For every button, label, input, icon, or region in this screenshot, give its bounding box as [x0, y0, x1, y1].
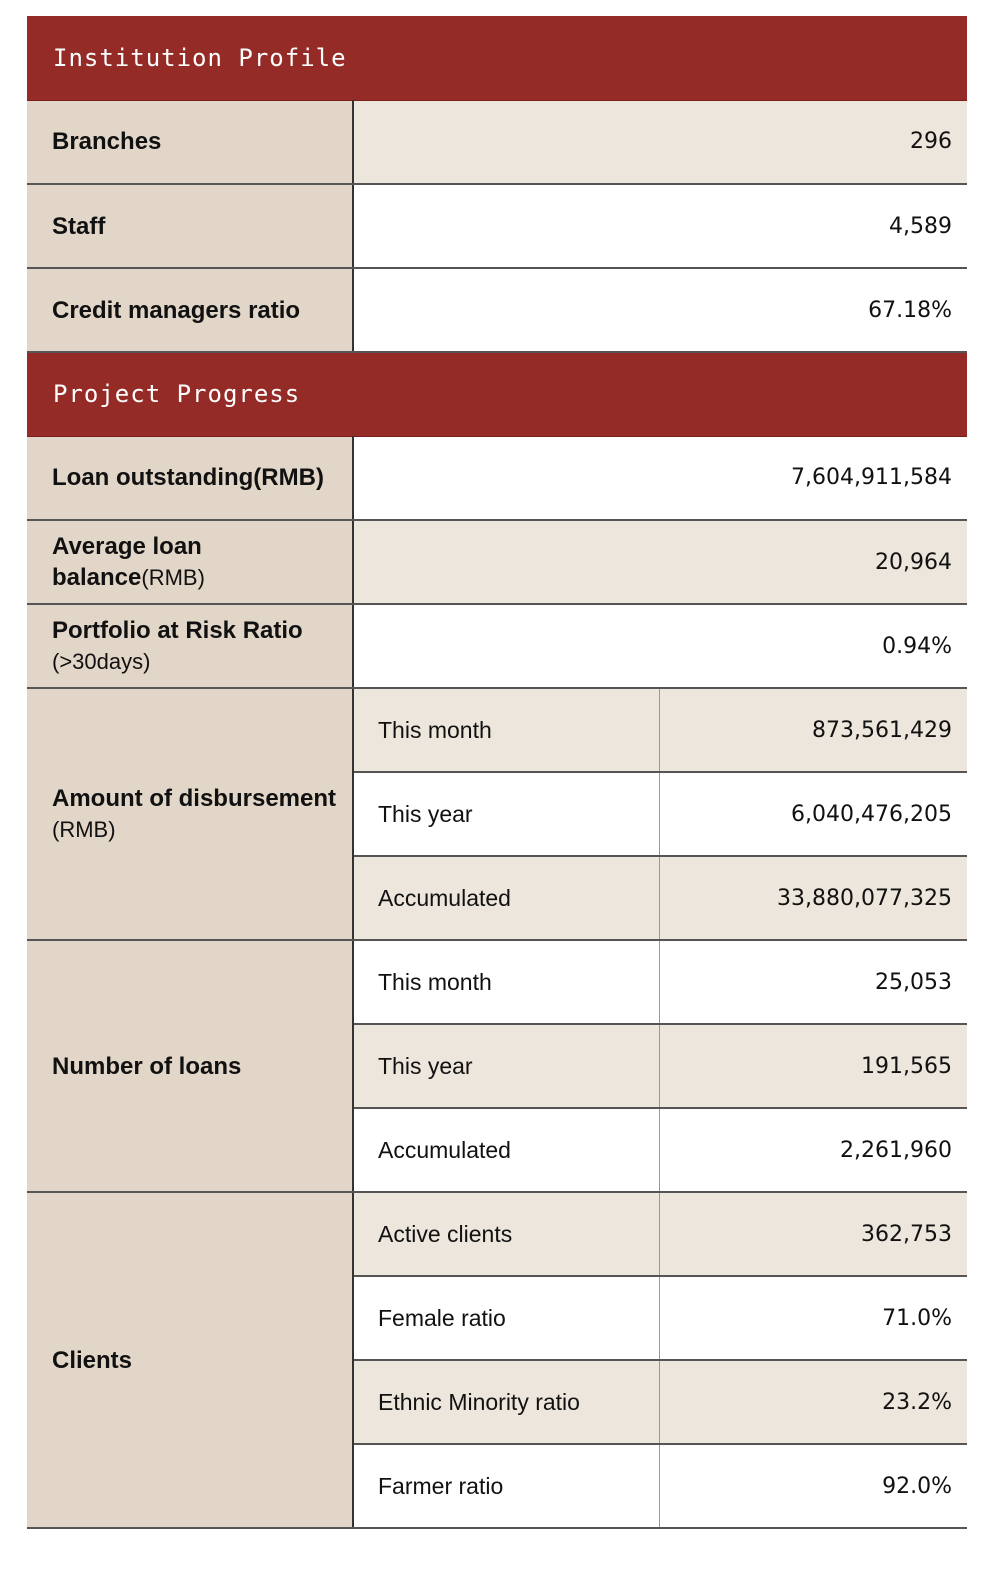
row-credit-managers-ratio — [27, 268, 967, 352]
row-value: 7,604,911,584 — [353, 436, 967, 520]
row-value: 0.94% — [353, 604, 967, 688]
row-label: Branches — [27, 100, 353, 184]
sub-row-value: 362,753 — [659, 1192, 967, 1276]
sub-row-value: 33,880,077,325 — [659, 856, 967, 940]
group-label-number-of-loans: Number of loans — [27, 940, 353, 1192]
statistics-sheet — [27, 16, 967, 1529]
sub-row-label: Accumulated — [353, 1108, 659, 1192]
group-label-clients: Clients — [27, 1192, 353, 1528]
label-unit: (>30days) — [52, 649, 151, 674]
row-average-loan-balance — [27, 520, 967, 604]
row-branches — [27, 100, 967, 184]
row-staff — [27, 184, 967, 268]
section-title: Project Progress — [27, 352, 967, 436]
label-main: Average loan balance — [52, 533, 202, 591]
row-value: 4,589 — [353, 184, 967, 268]
sub-row-label: Ethnic Minority ratio — [353, 1360, 659, 1444]
section-header-project-progress — [27, 352, 967, 436]
sub-row-value: 92.0% — [659, 1444, 967, 1528]
group-label-disbursement — [27, 688, 353, 940]
sub-row-label: This month — [353, 688, 659, 772]
statistics-table — [27, 16, 967, 1529]
label-unit: (RMB) — [52, 817, 116, 842]
row-label — [27, 604, 353, 688]
sub-row-value: 23.2% — [659, 1360, 967, 1444]
section-header-institution-profile — [27, 16, 967, 100]
section-title: Institution Profile — [27, 16, 967, 100]
sub-row-label: Accumulated — [353, 856, 659, 940]
row-disbursement-this-month — [27, 688, 967, 772]
label-main: Portfolio at Risk Ratio — [52, 617, 303, 644]
row-active-clients — [27, 1192, 967, 1276]
sub-row-label: This month — [353, 940, 659, 1024]
row-value: 296 — [353, 100, 967, 184]
sub-row-label: Female ratio — [353, 1276, 659, 1360]
sub-row-label: Farmer ratio — [353, 1444, 659, 1528]
row-portfolio-at-risk — [27, 604, 967, 688]
sub-row-value: 191,565 — [659, 1024, 967, 1108]
row-value: 67.18% — [353, 268, 967, 352]
sub-row-value: 6,040,476,205 — [659, 772, 967, 856]
row-label — [27, 520, 353, 604]
sub-row-value: 2,261,960 — [659, 1108, 967, 1192]
sub-row-value: 873,561,429 — [659, 688, 967, 772]
row-label: Credit managers ratio — [27, 268, 353, 352]
label-main: Amount of disbursement — [52, 785, 337, 812]
sub-row-label: Active clients — [353, 1192, 659, 1276]
sub-row-value: 71.0% — [659, 1276, 967, 1360]
row-loans-this-month — [27, 940, 967, 1024]
row-loan-outstanding — [27, 436, 967, 520]
row-label: Loan outstanding(RMB) — [27, 436, 353, 520]
sub-row-value: 25,053 — [659, 940, 967, 1024]
row-value: 20,964 — [353, 520, 967, 604]
sub-row-label: This year — [353, 772, 659, 856]
label-unit: (RMB) — [141, 565, 205, 590]
sub-row-label: This year — [353, 1024, 659, 1108]
row-label: Staff — [27, 184, 353, 268]
